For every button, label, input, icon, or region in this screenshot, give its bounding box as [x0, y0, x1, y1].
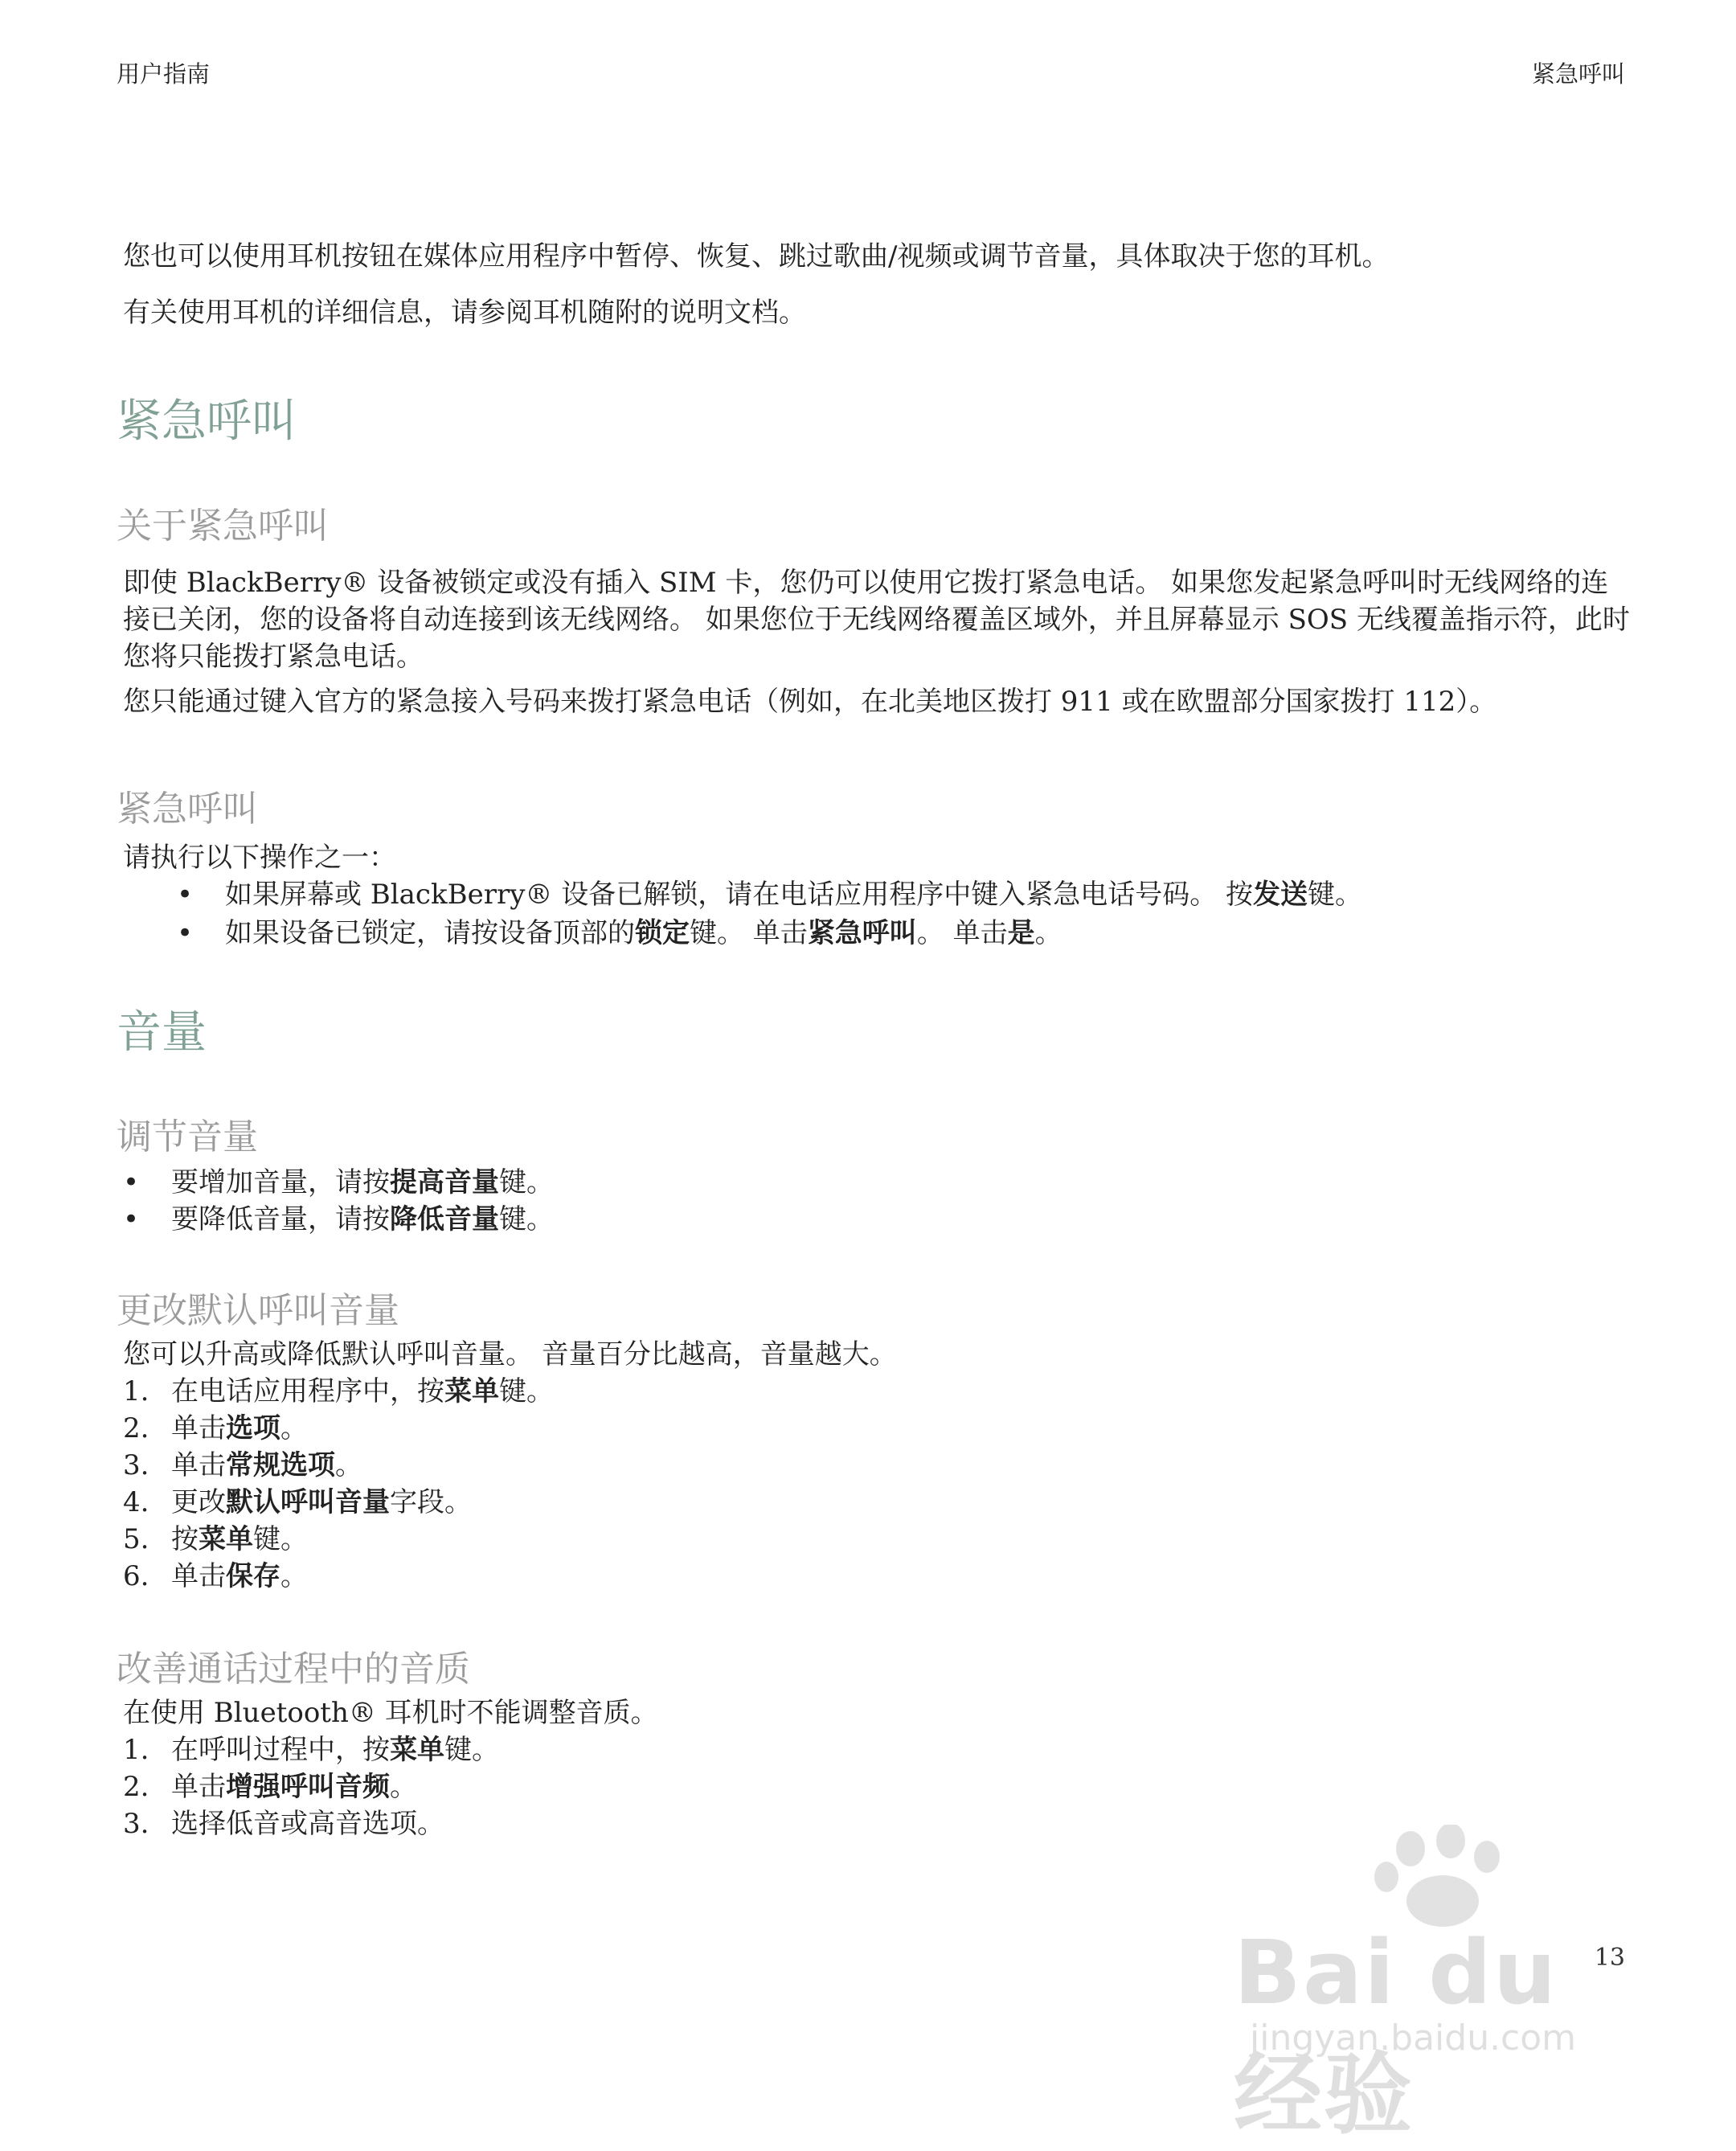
- section-title-volume: 音量: [117, 1006, 207, 1059]
- about-emergency-paragraph-2: 您只能通过键入官方的紧急接入号码来拨打紧急电话（例如，在北美地区拨打 911 或在欧盟部分国家拨打 112）。: [123, 686, 1497, 718]
- list-item: • 如果屏幕或 BlackBerry® 设备已解锁，请在电话应用程序中键入紧急电话号码。 按发送键。: [177, 876, 1362, 913]
- list-item: • 要增加音量，请按提高音量键。: [123, 1164, 554, 1201]
- call-quality-lead: 在使用 Bluetooth® 耳机时不能调整音质。: [123, 1697, 658, 1729]
- intro-paragraph-1: 您也可以使用耳机按钮在媒体应用程序中暂停、恢复、跳过歌曲/视频或调节音量，具体取决于您的耳机。: [123, 240, 1390, 272]
- list-item: 3. 选择低音或高音选项。: [123, 1808, 444, 1840]
- header-doc-title: 用户指南: [117, 60, 211, 88]
- intro-paragraph-2: 有关使用耳机的详细信息，请参阅耳机随附的说明文档。: [123, 297, 806, 329]
- subsection-title-adjust-volume: 调节音量: [117, 1116, 258, 1157]
- subsection-title-about-emergency: 关于紧急呼叫: [117, 506, 329, 547]
- list-item: • 要降低音量，请按降低音量键。: [123, 1201, 554, 1238]
- list-item: 4. 更改默认呼叫音量字段。: [123, 1486, 472, 1518]
- list-item: 2. 单击增强呼叫音频。: [123, 1771, 417, 1803]
- list-item: • 如果设备已锁定，请按设备顶部的锁定键。 单击紧急呼叫。 单击是。: [177, 915, 1062, 952]
- list-item: 3. 单击常规选项。: [123, 1449, 362, 1481]
- about-emergency-paragraph-1: 即使 BlackBerry® 设备被锁定或没有插入 SIM 卡，您仍可以使用它拨打紧急电话。 如果您发起紧急呼叫时无线网络的连接已关闭，您的设备将自动连接到该无线网络。 如果您位于无线网络覆盖区域外，并且屏幕显示 SOS 无线覆盖指示符，此时您将只能拨打紧急电话。: [123, 567, 1630, 673]
- list-item: 1. 在电话应用程序中，按菜单键。: [123, 1375, 554, 1407]
- baidu-watermark: Bai du 经验 jingyan.baidu.com: [1234, 1825, 1652, 2066]
- list-item: 5. 按菜单键。: [123, 1523, 308, 1555]
- list-item: 1. 在呼叫过程中，按菜单键。: [123, 1734, 499, 1766]
- subsection-title-default-volume: 更改默认呼叫音量: [117, 1290, 399, 1331]
- bullet-icon: •: [123, 1203, 140, 1235]
- bullet-icon: •: [123, 1166, 140, 1198]
- list-item: 6. 单击保存。: [123, 1560, 308, 1592]
- bullet-icon: •: [177, 879, 194, 911]
- emergency-call-lead: 请执行以下操作之一：: [123, 842, 396, 874]
- paw-icon: [1362, 1825, 1523, 1929]
- subsection-title-emergency-call: 紧急呼叫: [117, 789, 258, 830]
- bullet-icon: •: [177, 917, 194, 949]
- subsection-title-call-quality: 改善通话过程中的音质: [117, 1649, 470, 1690]
- page-number: 13: [1594, 1944, 1625, 1972]
- list-item: 2. 单击选项。: [123, 1412, 308, 1444]
- section-title-emergency: 紧急呼叫: [117, 395, 297, 448]
- header-section-title: 紧急呼叫: [1531, 60, 1625, 88]
- default-volume-lead: 您可以升高或降低默认呼叫音量。 音量百分比越高，音量越大。: [123, 1338, 897, 1370]
